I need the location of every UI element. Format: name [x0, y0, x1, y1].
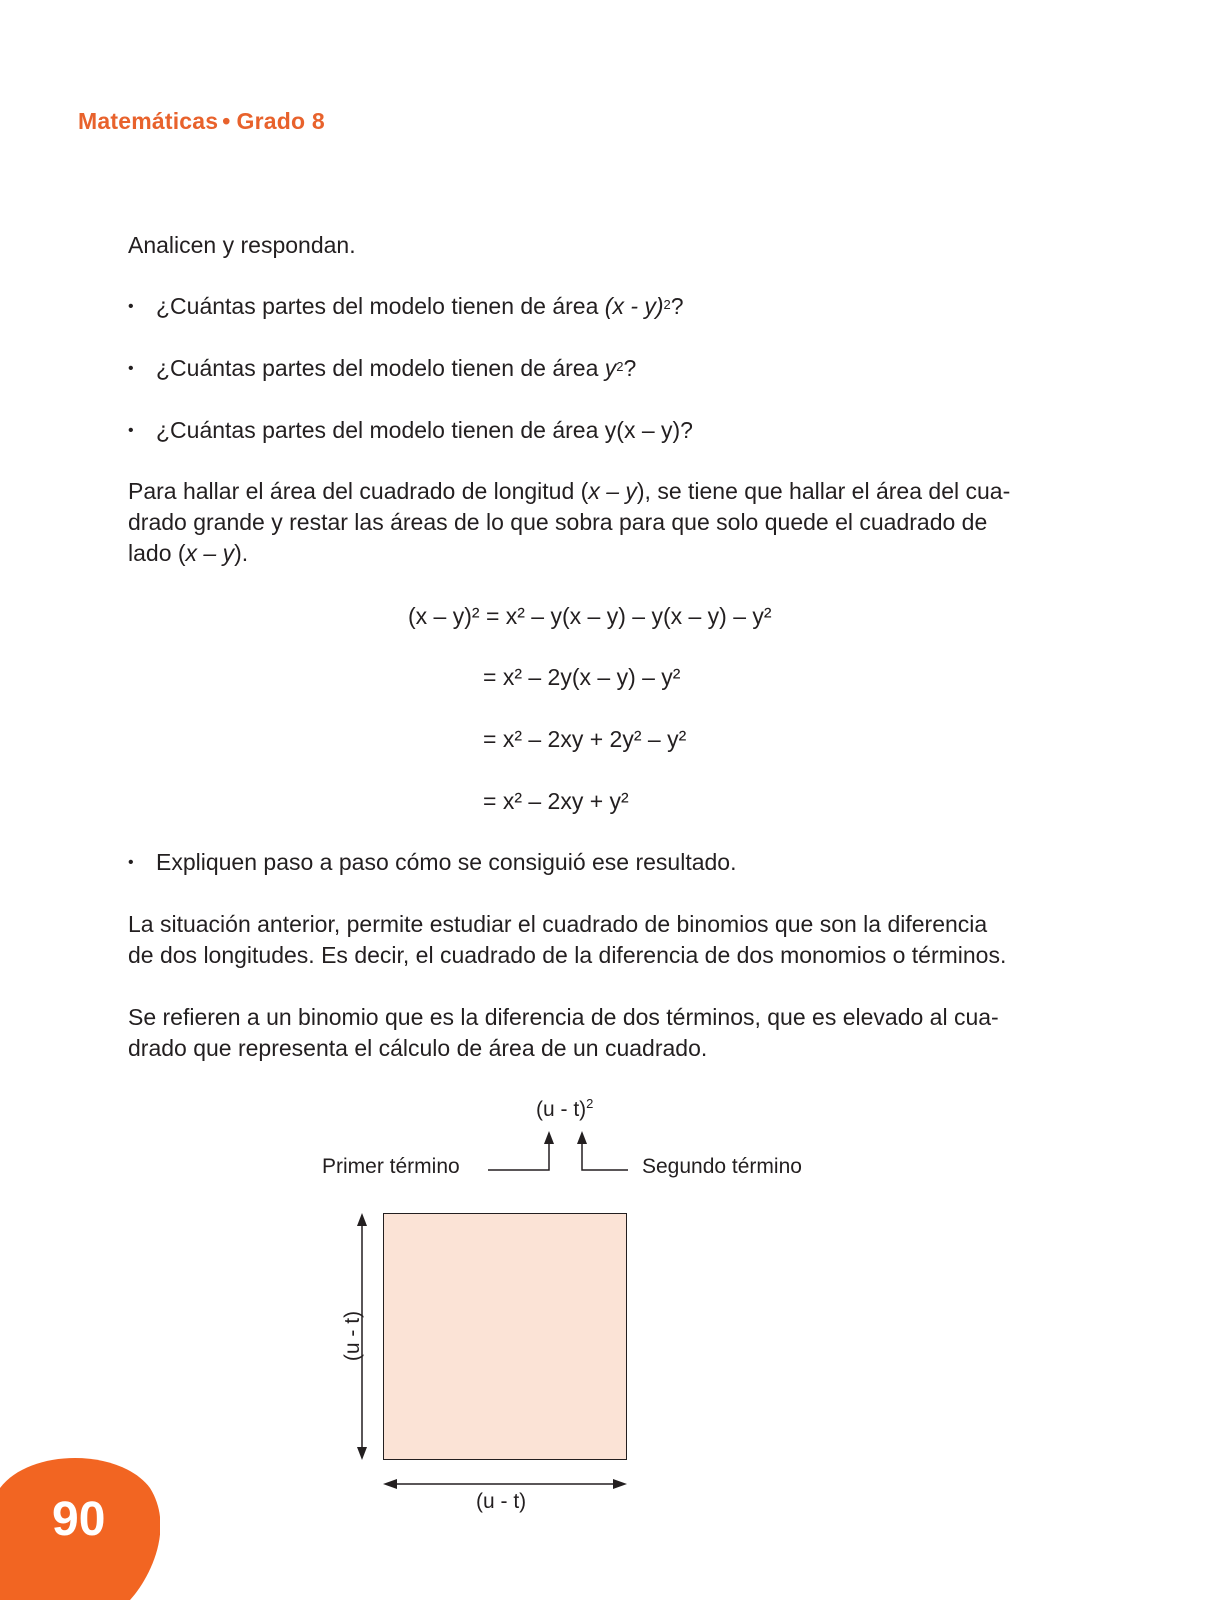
equation-line-2: = x² – 2y(x – y) – y² — [483, 664, 681, 690]
header-separator: • — [222, 108, 231, 134]
equation-line-3: = x² – 2xy + 2y² – y² — [483, 726, 687, 752]
paragraph-1-part-a: Para hallar el área del cuadrado de longitud ( — [128, 478, 589, 504]
intro-text: Analicen y respondan. — [128, 232, 356, 258]
arrow-up-second — [577, 1131, 587, 1144]
bullet-mark: • — [128, 360, 134, 377]
arrow-side-top — [357, 1213, 367, 1226]
bullet-mark: • — [128, 298, 134, 315]
bottom-label: (u - t) — [476, 1490, 527, 1513]
question-2-text: ¿Cuántas partes del modelo tienen de área — [156, 355, 605, 381]
question-1-expr: (x - y) — [604, 293, 664, 319]
side-label: (u - t) — [341, 1310, 364, 1362]
first-term-connector — [488, 1143, 549, 1170]
question-2-exponent: 2 — [616, 359, 624, 374]
question-1-exponent: 2 — [663, 297, 671, 312]
paragraph-1-part-d: ). — [234, 540, 249, 566]
arrow-bottom-right — [613, 1479, 627, 1489]
question-1-mark: ? — [670, 293, 684, 319]
bullet-mark: • — [128, 854, 134, 871]
bullet-explain-text: Expliquen paso a paso cómo se consiguió ese resultado. — [156, 849, 737, 875]
diagram-top-expr-text: (u - t) — [536, 1098, 587, 1121]
question-2-expr: y — [604, 355, 617, 381]
paragraph-1-part-c: lado ( — [128, 540, 186, 566]
second-term-connector — [582, 1143, 628, 1170]
bullet-mark: • — [128, 422, 134, 439]
paragraph-3-line-1: Se refieren a un binomio que es la diferencia de dos términos, que es elevado al cua- — [128, 1004, 999, 1030]
page-number: 90 — [52, 1493, 106, 1546]
equation-line-1: (x – y)² = x² – y(x – y) – y(x – y) – y² — [408, 603, 772, 629]
grade-label: Grado 8 — [236, 108, 325, 134]
paragraph-1-expr-a: x – y — [588, 478, 637, 504]
arrow-side-bottom — [357, 1447, 367, 1460]
question-2-mark: ? — [623, 355, 637, 381]
paragraph-3-line-2: drado que representa el cálculo de área de un cuadrado. — [128, 1035, 708, 1061]
diagram-top-exponent: 2 — [586, 1096, 594, 1111]
area-square — [383, 1213, 627, 1460]
arrow-up-first — [544, 1131, 554, 1144]
question-1-text: ¿Cuántas partes del modelo tienen de área — [156, 293, 605, 319]
second-term-label: Segundo término — [642, 1155, 802, 1178]
paragraph-2-line-2: de dos longitudes. Es decir, el cuadrado de la diferencia de dos monomios o términos. — [128, 942, 1007, 968]
first-term-label: Primer término — [322, 1155, 460, 1178]
equation-line-4: = x² – 2xy + y² — [483, 788, 629, 814]
subject-label: Matemáticas — [78, 108, 219, 134]
paragraph-1-expr-c: x – y — [185, 540, 235, 566]
paragraph-2-line-1: La situación anterior, permite estudiar el cuadrado de binomios que son la diferencia — [128, 911, 988, 937]
arrow-bottom-left — [383, 1479, 397, 1489]
paragraph-1-line-2: drado grande y restar las áreas de lo que sobra para que solo quede el cuadrado de — [128, 509, 988, 535]
question-3-text: ¿Cuántas partes del modelo tienen de área y(x – y)? — [156, 417, 693, 443]
paragraph-1-part-b: ), se tiene que hallar el área del cua- — [636, 478, 1011, 504]
